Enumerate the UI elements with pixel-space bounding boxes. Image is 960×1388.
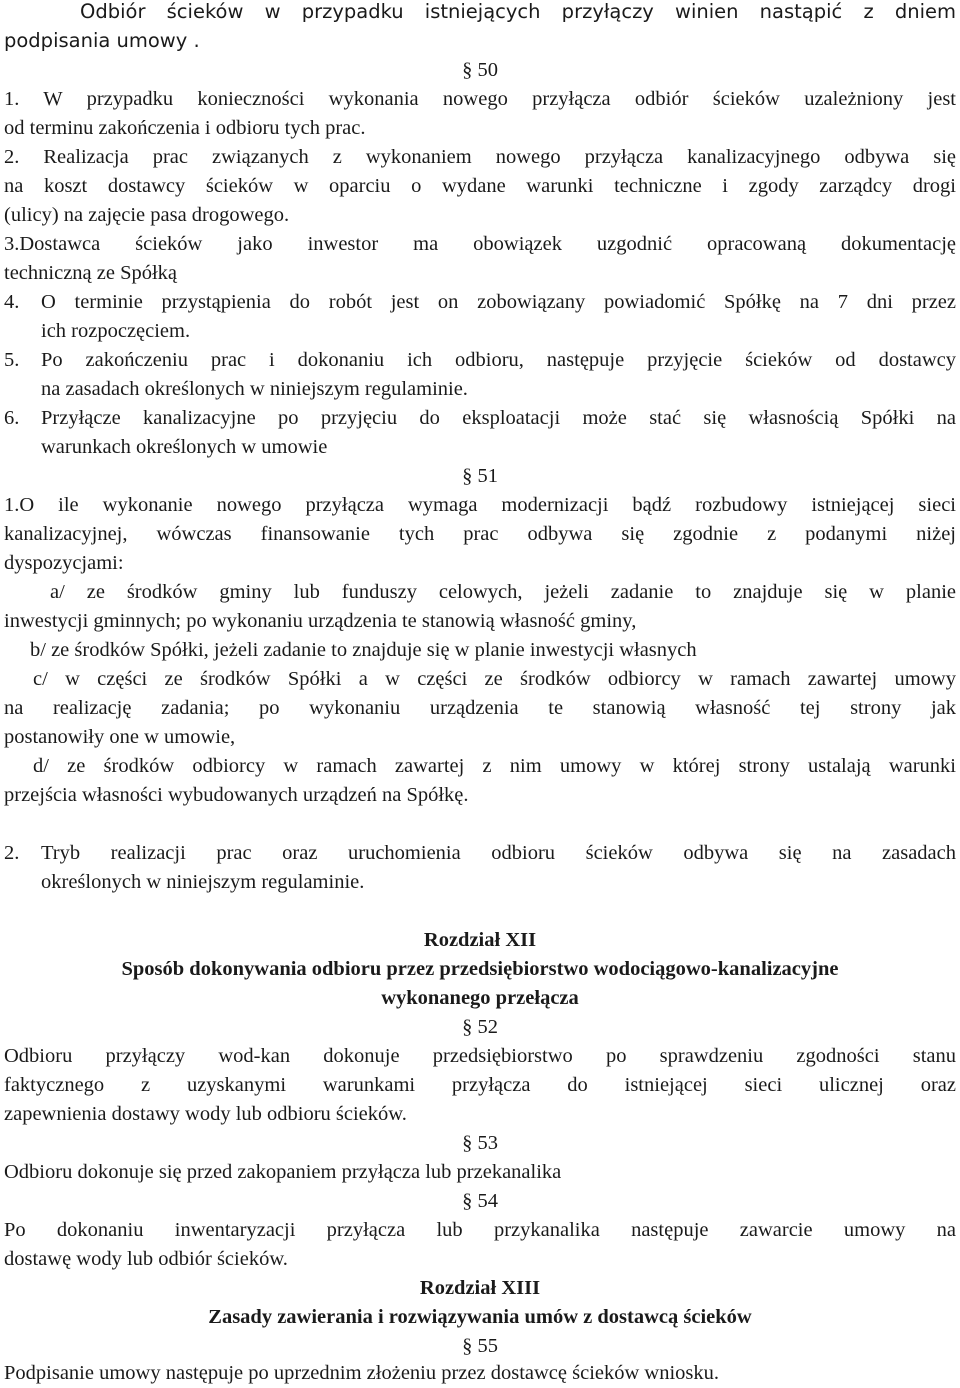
text-line: zapewnienia dostawy wody lub odbioru ścieków. xyxy=(4,1103,407,1125)
section-mark: § 55 xyxy=(462,1335,498,1357)
text-line: inwestycji gminnych; po wykonaniu urządzenia te stanowią własność gminy, xyxy=(4,610,637,632)
text-line: na realizację zadania; po wykonaniu urządzenia te stanowią własność tej strony jak xyxy=(4,697,956,719)
text-line: postanowiły one w umowie, xyxy=(4,726,236,748)
text-line: b/ ze środków Spółki, jeżeli zadanie to znajduje się w planie inwestycji własnych xyxy=(30,639,697,661)
text-line: a/ ze środków gminy lub funduszy celowych, jeżeli zadanie to znajduje się w planie xyxy=(50,581,956,603)
section-mark: § 51 xyxy=(462,465,498,487)
text-line: dyspozycjami: xyxy=(4,552,124,574)
text-line: 1.O ile wykonanie nowego przyłącza wymaga modernizacji bądź rozbudowy istniejącej sieci xyxy=(4,494,956,516)
section-mark: § 52 xyxy=(462,1016,498,1038)
list-number: 5. xyxy=(4,349,20,371)
text-line: Odbioru dokonuje się przed zakopaniem przyłącza lub przekanalika xyxy=(4,1161,562,1183)
text-line: c/ w części ze środków Spółki a w części ze środków odbiorcy w ramach zawartej umowy xyxy=(33,668,956,690)
text-line: Po zakończeniu prac i dokonaniu ich odbioru, następuje przyjęcie ścieków od dostawcy xyxy=(41,349,956,371)
list-number: 6. xyxy=(4,407,20,429)
chapter-subtitle: Zasady zawierania i rozwiązywania umów z dostawcą ścieków xyxy=(208,1306,752,1328)
text-line: od terminu zakończenia i odbioru tych prac. xyxy=(4,117,366,139)
text-line: dostawę wody lub odbiór ścieków. xyxy=(4,1248,288,1270)
text-line: Podpisanie umowy następuje po uprzednim złożeniu przez dostawcę ścieków wniosku. xyxy=(4,1362,720,1384)
text-line: na zasadach określonych w niniejszym regulaminie. xyxy=(41,378,468,400)
chapter-title: Rozdział XII xyxy=(423,929,537,951)
chapter-title: Rozdział XIII xyxy=(419,1277,541,1299)
text-line: (ulicy) na zajęcie pasa drogowego. xyxy=(4,204,290,226)
text-line: określonych w niniejszym regulaminie. xyxy=(41,871,365,893)
section-mark: § 54 xyxy=(462,1190,498,1212)
text-line: 3.Dostawca ścieków jako inwestor ma obowiązek uzgodnić opracowaną dokumentację xyxy=(4,233,956,255)
chapter-subtitle: wykonanego przełącza xyxy=(381,987,579,1009)
section-mark: § 53 xyxy=(462,1132,498,1154)
list-number: 4. xyxy=(4,291,20,313)
text-line: przejścia własności wybudowanych urządzeń na Spółkę. xyxy=(4,784,469,806)
text-line: d/ ze środków odbiorcy w ramach zawartej z nim umowy w której strony ustalają warunki xyxy=(33,755,956,777)
text-line: Po dokonaniu inwentaryzacji przyłącza lub przykanalika następuje zawarcie umowy na xyxy=(4,1219,956,1241)
text-line: warunkach określonych w umowie xyxy=(41,436,328,458)
text-line: Tryb realizacji prac oraz uruchomienia odbioru ścieków odbywa się na zasadach xyxy=(41,842,956,864)
list-number: 2. xyxy=(4,842,20,864)
text-line: Odbiór ścieków w przypadku istniejących przyłączy winien nastąpić z dniem xyxy=(80,0,956,23)
text-line: faktycznego z uzyskanymi warunkami przyłącza do istniejącej sieci ulicznej oraz xyxy=(4,1074,956,1096)
text-line: ich rozpoczęciem. xyxy=(41,320,191,342)
text-line: na koszt dostawcy ścieków w oparciu o wydane warunki techniczne i zgody zarządcy drogi xyxy=(4,175,956,197)
section-mark: § 50 xyxy=(462,59,498,81)
chapter-subtitle: Sposób dokonywania odbioru przez przedsiębiorstwo wodociągowo-kanalizacyjne xyxy=(121,958,839,980)
text-line: Przyłącze kanalizacyjne po przyjęciu do eksploatacji może stać się własnością Spółki na xyxy=(41,407,956,429)
text-line: O terminie przystąpienia do robót jest on zobowiązany powiadomić Spółkę na 7 dni przez xyxy=(41,291,956,313)
text-line: Odbioru przyłączy wod-kan dokonuje przedsiębiorstwo po sprawdzeniu zgodności stanu xyxy=(4,1045,956,1067)
text-line: 1. W przypadku konieczności wykonania nowego przyłącza odbiór ścieków uzależniony jest xyxy=(4,88,956,110)
text-line: 2. Realizacja prac związanych z wykonaniem nowego przyłącza kanalizacyjnego odbywa się xyxy=(4,146,956,168)
text-line: kanalizacyjnej, wówczas finansowanie tych prac odbywa się zgodnie z podanymi niżej xyxy=(4,523,956,545)
text-line: podpisania umowy . xyxy=(4,29,200,52)
text-line: techniczną ze Spółką xyxy=(4,262,178,284)
